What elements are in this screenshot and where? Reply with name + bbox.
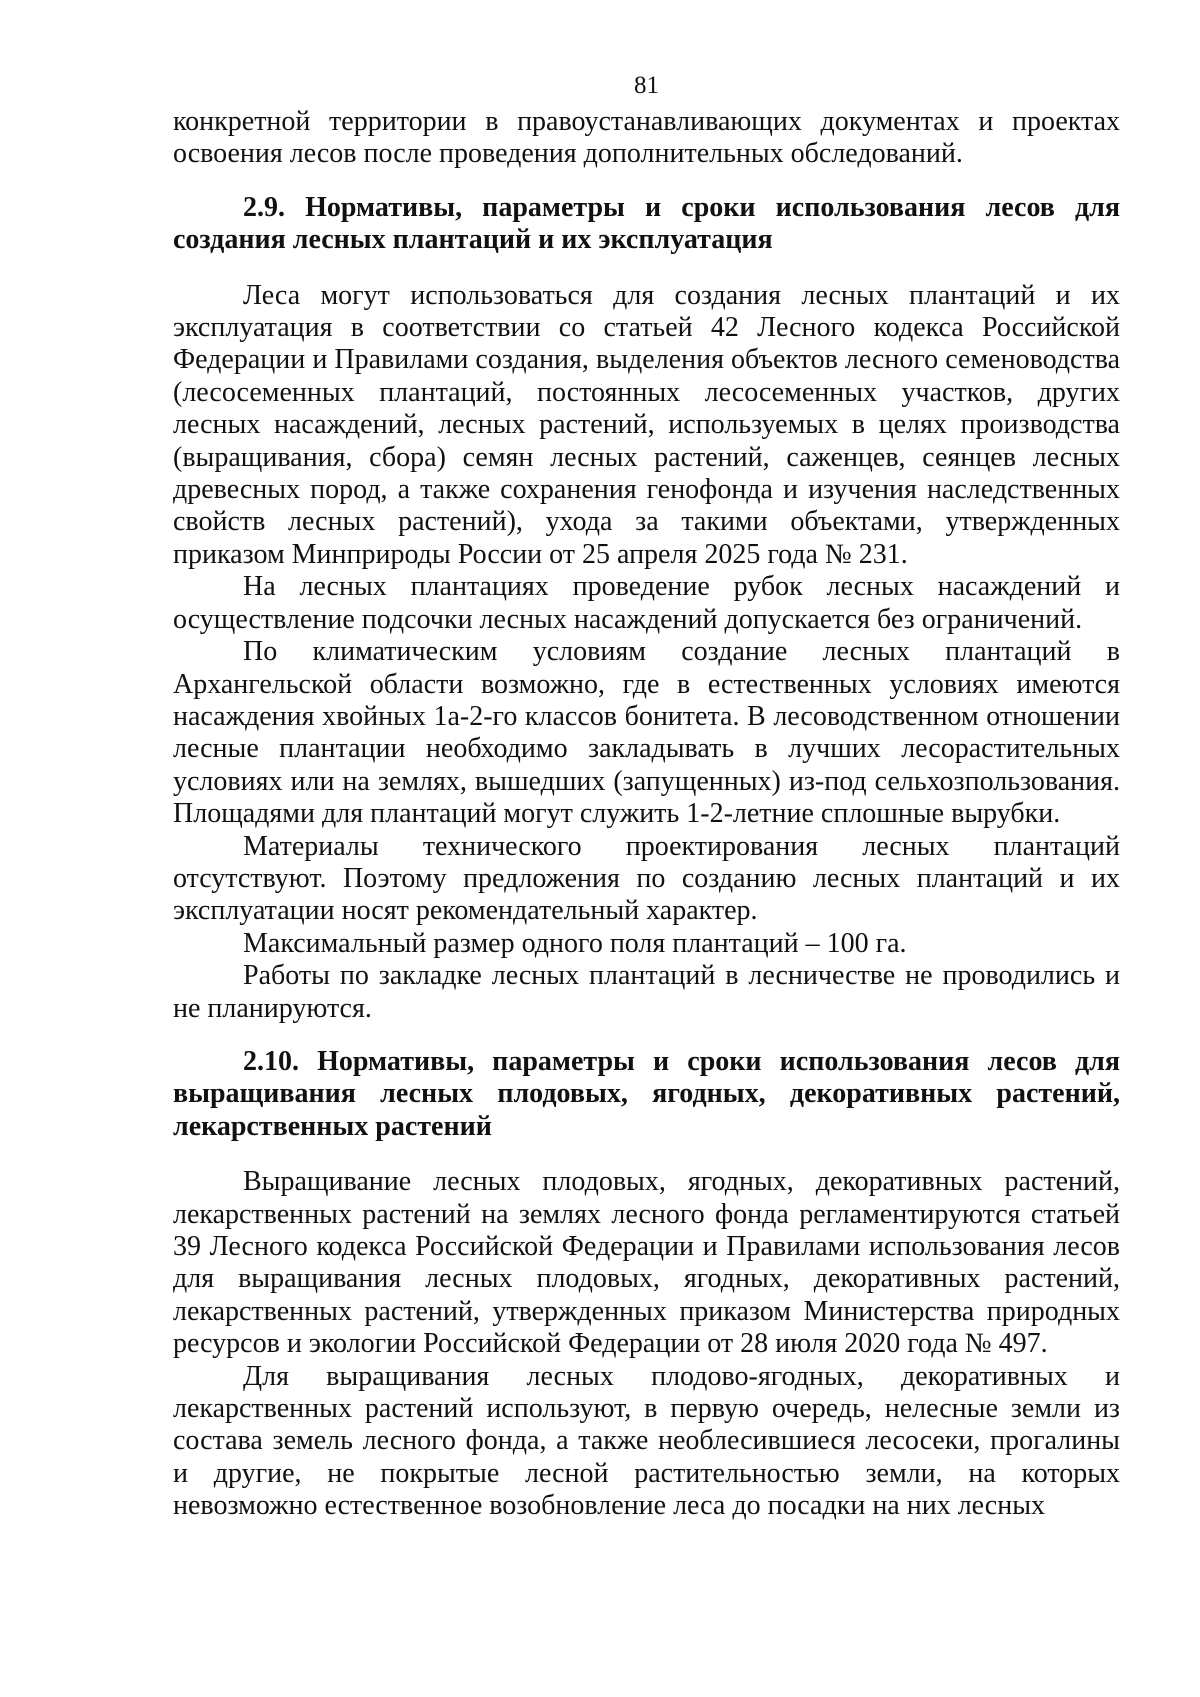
section-heading-2-10: 2.10. Нормативы, параметры и сроки использования лесов для выращивания лесных плодовых, ягодных, декоративных растений, лекарственных растений (173, 1045, 1120, 1142)
document-page (173, 70, 1120, 1523)
paragraph-2-9-max-size: Максимальный размер одного поля плантаций – 100 га. (243, 927, 907, 959)
paragraph-2-10-lands: Для выращивания лесных плодово-ягодных, декоративных и лекарственных растений используют, в первую очередь, нелесные земли из состава земель лесного фонда, а также необлесившиеся лесосеки, прогалины и другие, не покрытые лесной растительностью земли, на которых невозможно естественное возобновление леса до посадки на них лесных (173, 1360, 1120, 1522)
page-number: 81 (634, 72, 659, 99)
paragraph-2-10-legal-basis: Выращивание лесных плодовых, ягодных, декоративных растений, лекарственных растений на землях лесного фонда регламентируются статьей 39 Лесного кодекса Российской Федерации и Правилами использования лесов для выращивания лесных плодовых, ягодных, декоративных растений, лекарственных растений, утвержденных приказом Министерства природных ресурсов и экологии Российской Федерации от 28 июля 2020 года № 497. (173, 1166, 1120, 1360)
paragraph-intro: конкретной территории в правоустанавливающих документах и проектах освоения лесов после проведения дополнительных обследований. (173, 106, 1120, 170)
paragraph-2-9-materials: Материалы технического проектирования лесных плантаций отсутствуют. Поэтому предложения по созданию лесных плантаций и их эксплуатации носят рекомендательный характер. (173, 830, 1120, 927)
section-heading-2-9: 2.9. Нормативы, параметры и сроки использования лесов для создания лесных плантаций и их эксплуатация (173, 191, 1120, 256)
paragraph-2-9-works: Работы по закладке лесных плантаций в лесничестве не проводились и не планируются. (173, 960, 1120, 1024)
paragraph-2-9-legal-basis: Леса могут использоваться для создания лесных плантаций и их эксплуатация в соответствии со статьей 42 Лесного кодекса Российской Федерации и Правилами создания, выделения объектов лесного семеноводства (лесосеменных плантаций, постоянных лесосеменных участков, других лесных насаждений, лесных растений, используемых в целях производства (выращивания, сбора) семян лесных растений, саженцев, сеянцев лесных древесных пород, а также сохранения генофонда и изучения наследственных свойств лесных растений), ухода за такими объектами, утвержденных приказом Минприроды России от 25 апреля 2025 года № 231. (173, 279, 1120, 570)
paragraph-2-9-climate: По климатическим условиям создание лесных плантаций в Архангельской области возможно, где в естественных условиях имеются насаждения хвойных 1а-2-го классов бонитета. В лесоводственном отношении лесные плантации необходимо закладывать в лучших лесорастительных условиях или на землях, вышедших (запущенных) из-под сельхозпользования. Площадями для плантаций могут служить 1-2-летние сплошные вырубки. (173, 636, 1120, 830)
paragraph-2-9-logging: На лесных плантациях проведение рубок лесных насаждений и осуществление подсочки лесных насаждений допускается без ограничений. (173, 571, 1120, 635)
